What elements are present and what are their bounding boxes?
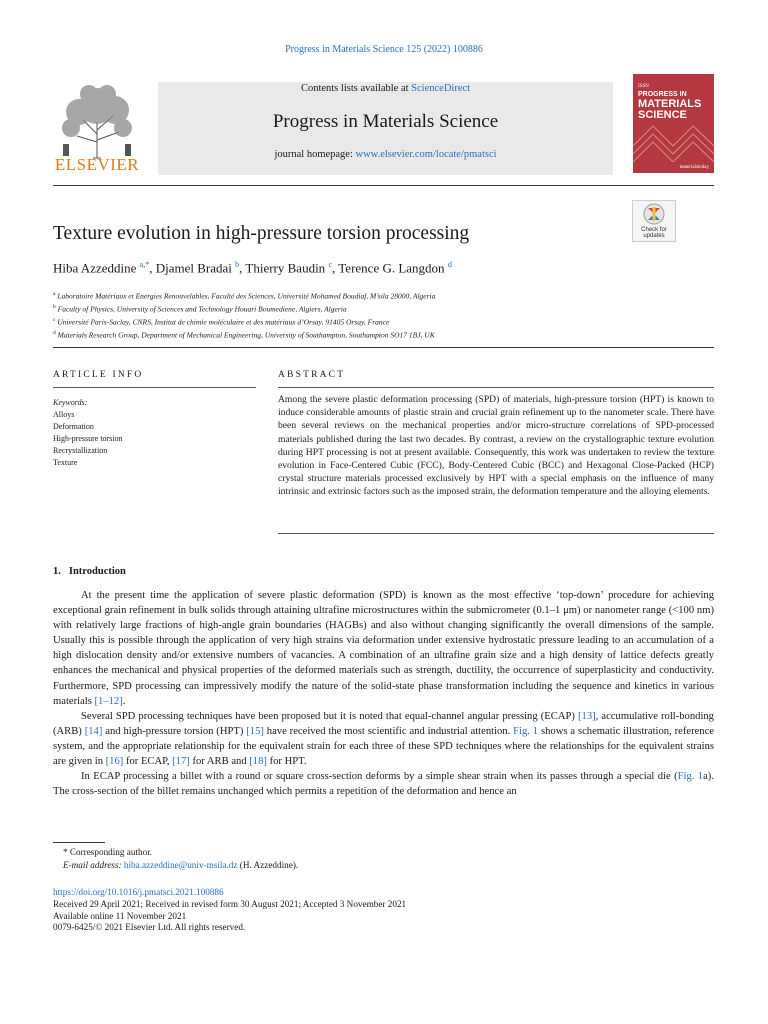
contents-line [158, 83, 613, 94]
citation-link[interactable]: [15] [246, 725, 264, 737]
abstract-text: Among the severe plastic deformation processing (SPD) of materials, high-pressure torsion (HPT) is known to induce considerable amounts of plastic strain and crucial grain refinement up to the nanometer scale. There have been several reviews on the mechanical properties and/or micro-structure correlations of SPD-processed materials published during the last two decades. By contrast, a review on the crystallographic texture evolution during HPT processing is not at present available. Consequently, this work was undertaken to review the texture evolution in Face-Centered Cubic (FCC), Body-Centered Cubic (BCC) and Hexagonal Close-Packed (HCP) crystal structure materials processed exclusively by HPT with a special emphasis on the influence of many intrinsic and extrinsic factors such as the imposed strain, the deformation temperature and the alloying elements. [278, 394, 714, 498]
keyword-item: Alloys [53, 410, 75, 419]
keywords-block [53, 397, 123, 469]
author-affiliation-link[interactable]: b [235, 260, 240, 269]
keyword-item: High-pressure torsion [53, 434, 123, 443]
article-info-heading: ARTICLE INFO [53, 370, 144, 380]
affiliation-text: Université Paris-Saclay, CNRS, Institut de chimie moléculaire et des matériaux d’Orsay, 91405 Orsay, France [57, 317, 390, 327]
paragraph-text: for HPT. [266, 756, 307, 768]
paragraph-text: for ARB and [189, 756, 250, 768]
citation-link[interactable]: [14] [84, 725, 103, 737]
affiliation-text: Materials Research Group, Department of Mechanical Engineering, University of Southampton, Southampton SO17 1BJ, UK [57, 330, 435, 340]
figure-link[interactable]: Fig. 1 [677, 771, 704, 783]
paragraph: At the present time the application of severe plastic deformation (SPD) is known as the most effective ‘top-down’ procedure for achieving exceptional grain refinement in bulk solids through attaining ultrafine microstructures within the submicrometer (0.1–1 μm) or nanometer range (<100 nm) with relatively large fractions of high-angle grain boundaries (HAGBs) and also without changing significantly the overall dimensions of the sample. Usually this is possible through the application of very high strains via deformation under extensive hydrostatic pressure leading to an accumulation of a high dislocation density and/or extensive numbers of vacancies. A combination of an ultrafine grain size and a high density of lattice defects greatly enhances the mechanical and physical properties of the deformed materials such as strength, ductility, the occurrence of superplasticity and conductivity. Furthermore, SPD processing can impressively modify the nature of the solid-state phase transformation including the sequence and kinetics in various materials [1–12]. [53, 590, 714, 707]
paragraph-text: and high-pressure torsion (HPT) [102, 725, 247, 737]
homepage-line [158, 149, 613, 160]
email-label: E-mail address: [63, 860, 122, 870]
email-suffix: (H. Azzeddine). [237, 860, 299, 870]
paragraph [53, 709, 714, 769]
abstract-heading: ABSTRACT [278, 370, 346, 380]
elsevier-wordmark: ELSEVIER [54, 155, 140, 174]
affiliation-marker: a [53, 291, 56, 297]
author-affiliation-link[interactable]: c [328, 260, 332, 269]
affiliation-marker: b [53, 304, 56, 310]
crossmark-label [633, 227, 675, 239]
abstract-bottom-rule [278, 533, 714, 534]
doi-link[interactable]: https://doi.org/10.1016/j.pmatsci.2021.100886 [53, 887, 224, 897]
header-rule [53, 185, 714, 186]
affiliations [53, 289, 435, 341]
paragraph-text: have received the most scientific and industrial attention. [263, 725, 514, 737]
corresponding-author-note: * Corresponding author. [63, 847, 153, 857]
section-number: 1. [53, 566, 61, 577]
paragraph-text: Several SPD processing techniques have been proposed but it is noted that equal-channel angular pressing (ECAP) [81, 710, 579, 722]
footnote-rule [53, 842, 105, 843]
cover-footer: materialstoday [679, 165, 709, 170]
info-heading-rule [53, 387, 256, 388]
paragraph [53, 769, 714, 799]
contents-prefix: Contents lists available at [300, 83, 412, 94]
affiliation-item [53, 315, 435, 328]
article-title: Texture evolution in high-pressure torsion processing [53, 223, 470, 244]
abstract-heading-rule [278, 387, 714, 388]
email-link[interactable]: hiba.azzeddine@univ-msila.dz [123, 860, 238, 870]
paragraph-text: In ECAP processing a billet with a round or square cross-section deforms by a simple shear strain when its passes through a special die ( [81, 771, 678, 783]
homepage-prefix: journal homepage: [274, 149, 356, 160]
author-list: Hiba Azzeddine $^{a,*}$, Djamel Bradai $^b$, Thierry Baudin $^c$, Terence G. Langdon $^d$ [53, 260, 452, 276]
affiliation-text: Faculty of Physics, University of Sciences and Technology Houari Boumediene, Algiers, Algeria [57, 304, 347, 314]
author-affiliation-link[interactable]: d [447, 260, 452, 269]
affiliation-text: Laboratoire Matériaux et Energies Renouvelables, Faculté des Sciences, Université Mohamed Boudiaf, M’sila 28000, Algeria [57, 291, 436, 301]
available-online: Available online 11 November 2021 [53, 910, 187, 921]
author-name: Terence G. Langdon [338, 260, 445, 276]
publication-info [53, 887, 406, 934]
affiliation-marker: c [53, 317, 56, 323]
received-dates: Received 29 April 2021; Received in revised form 30 August 2021; Accepted 3 November 2021 [53, 898, 407, 909]
figure-link[interactable]: Fig. 1 [513, 725, 539, 737]
cover-title-line-1: PROGRESS IN [638, 91, 687, 98]
keyword-item: Deformation [53, 422, 94, 431]
paragraph-text: shows a schematic illustration, reference system, and the appropriate relationship for the equivalent strain for each three of these SPD techniques where the relationships for the equivalent strains are given in [53, 725, 715, 768]
journal-title: Progress in Materials Science [272, 111, 499, 132]
journal-cover-thumbnail[interactable] [633, 74, 714, 173]
author-name: Hiba Azzeddine [53, 260, 137, 276]
author-name: Djamel Bradai [155, 260, 232, 276]
affiliation-item [53, 289, 435, 302]
author-name: Thierry Baudin [245, 260, 326, 276]
copyright: 0079-6425/© 2021 Elsevier Ltd. All rights reserved. [53, 922, 246, 933]
keywords-label: Keywords: [53, 398, 88, 407]
introduction-body [53, 588, 714, 799]
paragraph-text: , accumulative roll-bonding (ARB) [53, 710, 714, 737]
cover-small-text: ISSN [638, 84, 649, 89]
paragraph-text: a). The cross-section of the billet remains unchanged which permits a repetition of the deformation and hence an [53, 771, 714, 798]
cover-title-line-3: SCIENCE [638, 109, 687, 121]
author-affiliation-link[interactable]: a,* [139, 260, 150, 269]
paragraph-text: for ECAP, [123, 756, 173, 768]
cover-pattern-icon [633, 124, 714, 162]
check-for-updates-badge[interactable] [632, 200, 676, 242]
paragraph-text: At the present time the application of severe plastic deformation (SPD) is known as the most effective ‘top-down’ procedure for achieving exceptional grain refinement in bulk solids through attaining ultrafine microstructures within the submicrometer (0.1–1 μm) or nanometer range (<100 nm) with relatively large fractions of high-angle grain boundaries (HAGBs) and also without changing significantly the overall dimensions of the sample. Usually this is possible through the application of very high strains via deformation under extensive hydrostatic pressure leading to an accumulation of a high dislocation density and/or extensive numbers of vacancies. A combination of an ultrafine grain size and a high density of lattice defects greatly enhances the mechanical and physical properties of the deformed materials such as strength, ductility, the occurrence of superplasticity and conductivity. Furthermore, SPD processing can impressively modify the nature of the solid-state phase transformation including the sequence and kinetics in various materials [53, 590, 714, 707]
keyword-item: Texture [53, 458, 78, 467]
affiliation-marker: d [53, 330, 56, 336]
journal-reference[interactable]: Progress in Materials Science 125 (2022) 100886 [285, 44, 483, 55]
cover-title-line-2: MATERIALS [638, 98, 702, 110]
footnotes [53, 846, 298, 872]
section-heading-introduction [53, 566, 134, 577]
crossmark-label-2: updates [643, 233, 665, 239]
citation-link[interactable]: [18] [249, 756, 267, 768]
journal-banner [158, 82, 613, 175]
citation-link[interactable]: [16] [105, 756, 124, 768]
cover-title [638, 90, 701, 121]
citation-link[interactable]: [17] [172, 756, 190, 768]
keyword-item: Recrystallization [53, 446, 108, 455]
citation-link[interactable]: [1–12] [94, 695, 123, 707]
affiliation-item [53, 328, 435, 341]
info-top-rule [53, 347, 714, 348]
email-line [53, 859, 298, 872]
citation-link[interactable]: [13] [578, 710, 596, 722]
homepage-link[interactable]: www.elsevier.com/locate/pmatsci [355, 149, 497, 160]
affiliation-item [53, 302, 435, 315]
section-title: Introduction [68, 566, 126, 577]
crossmark-label-1: Check for [641, 227, 667, 233]
sciencedirect-link[interactable]: ScienceDirect [411, 83, 471, 94]
crossmark-icon [633, 201, 675, 227]
